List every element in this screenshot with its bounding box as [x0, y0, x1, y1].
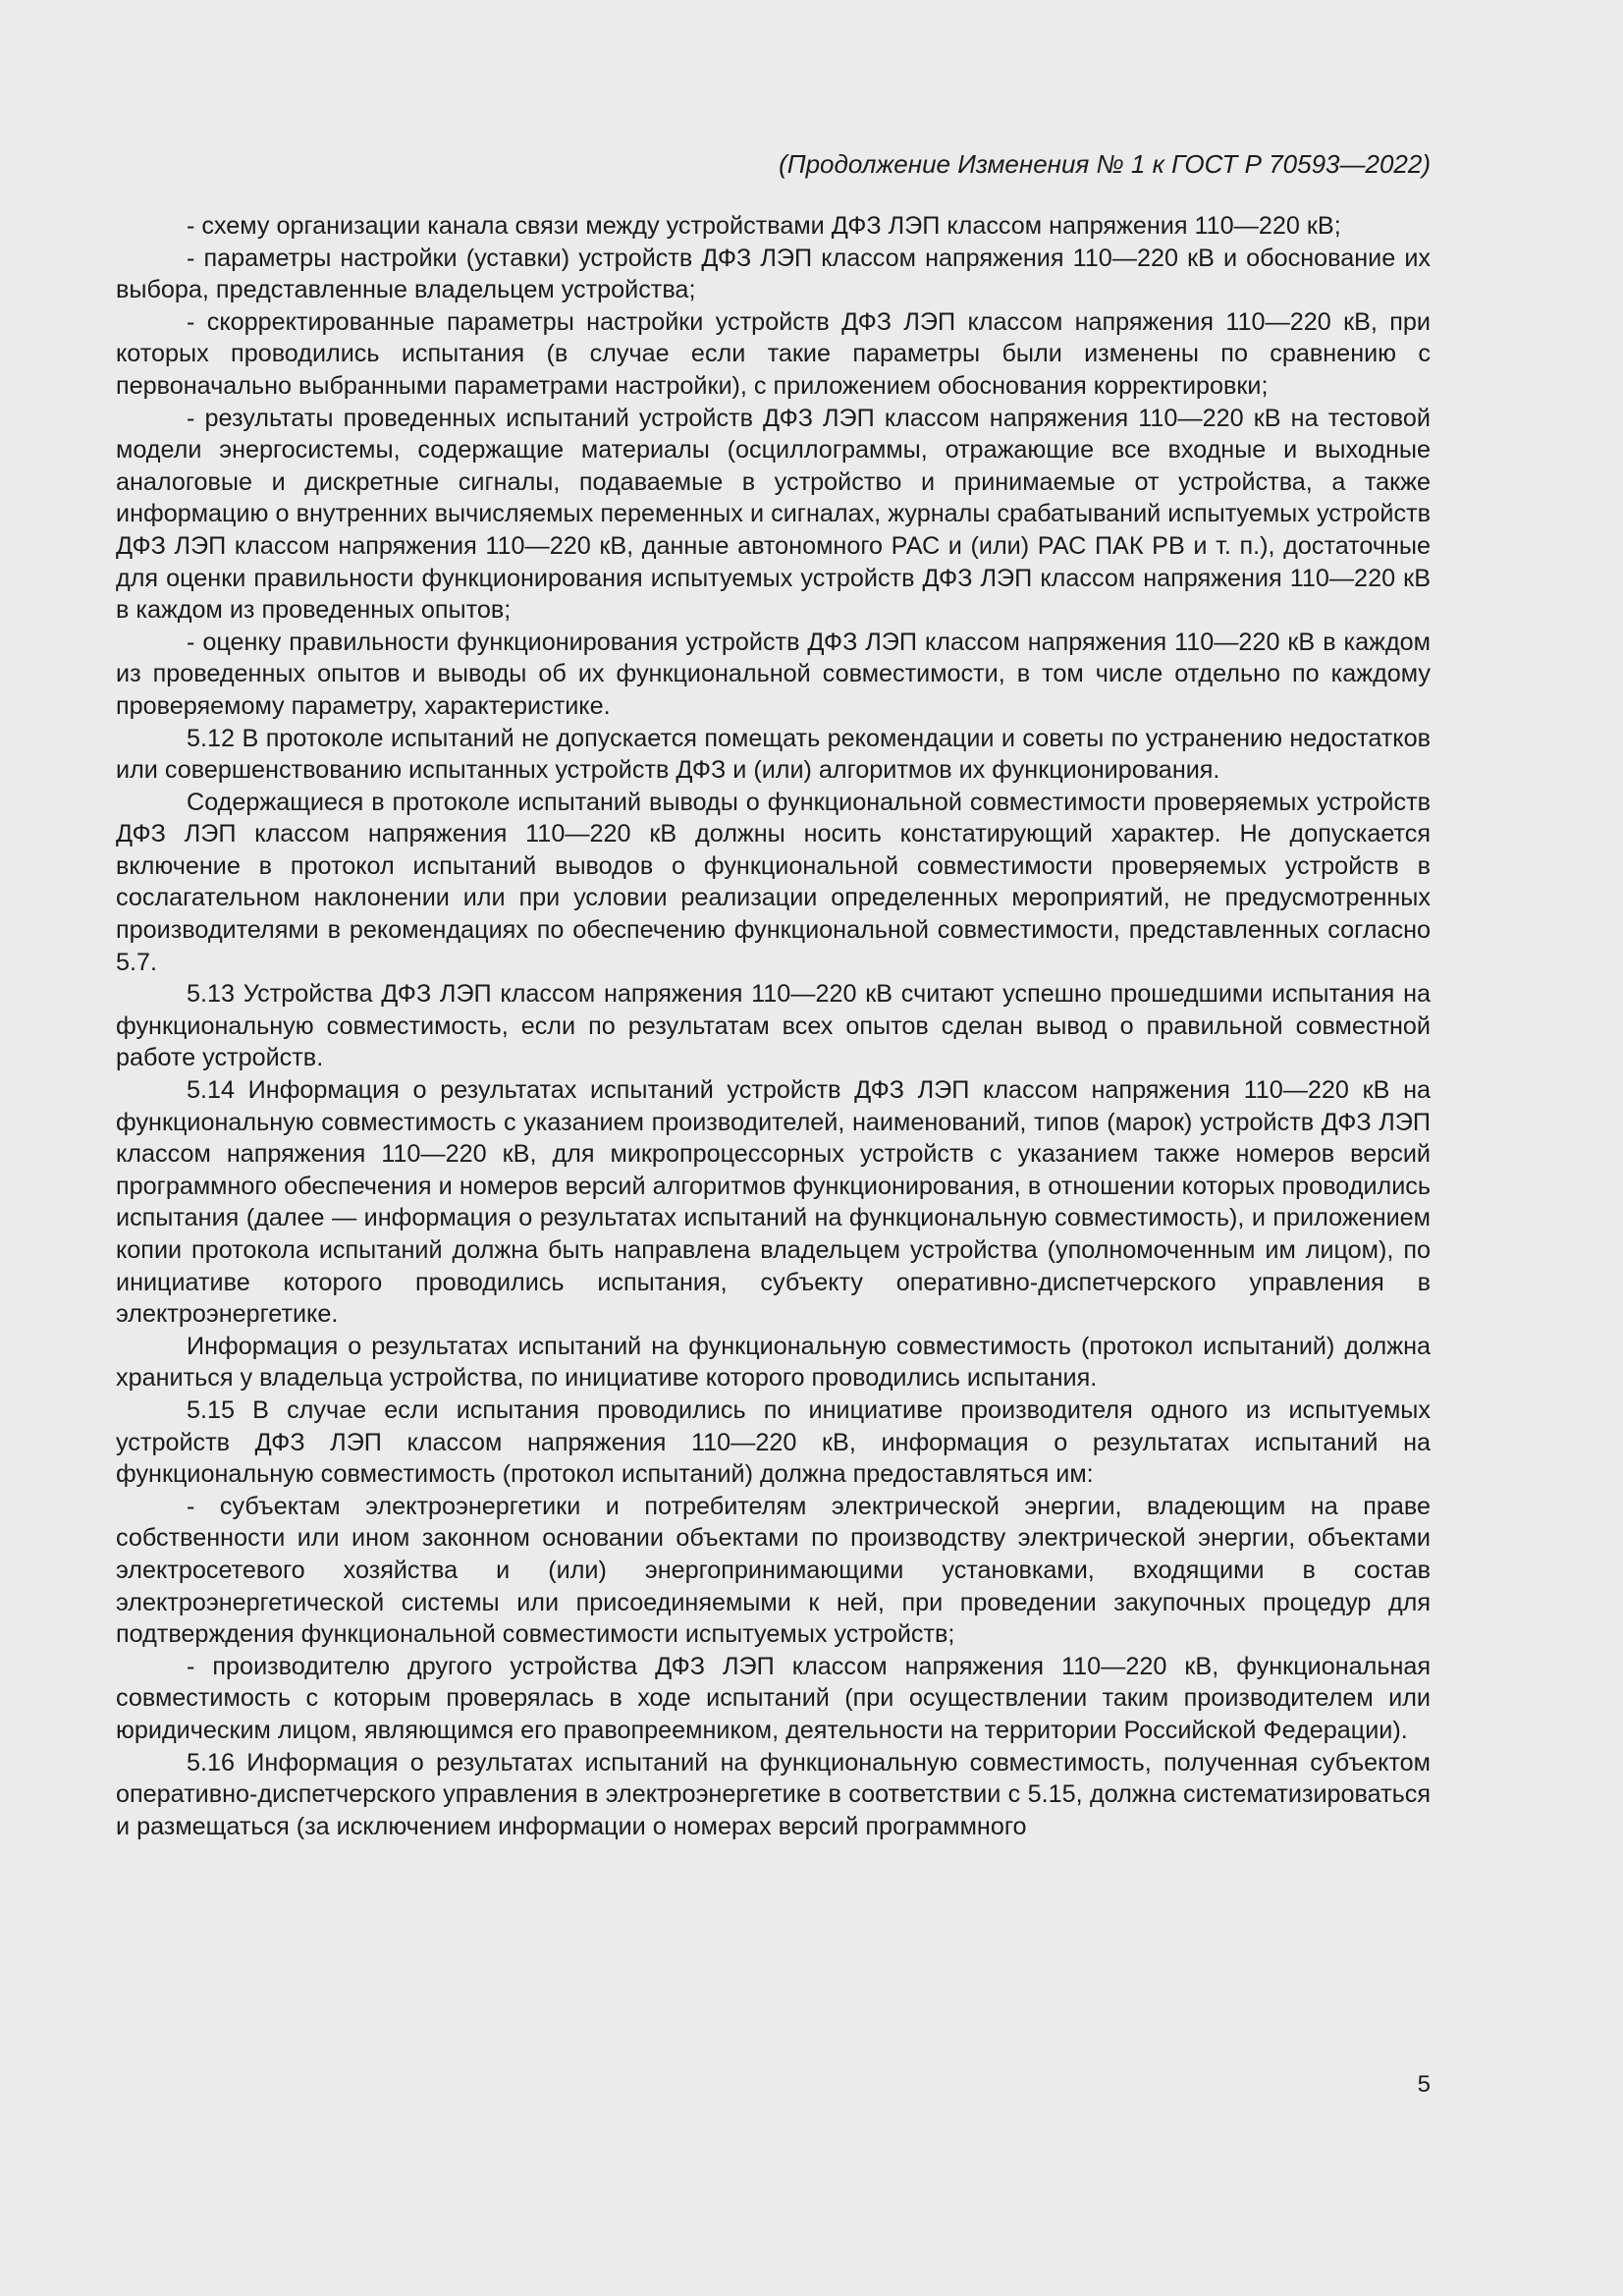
paragraph-list-item-subjects: - субъектам электроэнергетики и потребителям электрической энергии, владеющим на праве собственности или ином законном основании объектами по производству электрической энергии, объектами электросетевого хозяйства и (или) энергопринимающими установками, входящими в состав электроэнергетической системы или присоединяемыми к ней, при проведении закупочных процедур для подтверждения функциональной совместимости испытуемых устройств;: [116, 1492, 1431, 1649]
paragraph-5-14: 5.14 Информация о результатах испытаний устройств ДФЗ ЛЭП классом напряжения 110—220 кВ на функциональную совместимость с указанием производителей, наименований, типов (марок) устройств ДФЗ ЛЭП классом напряжения 110—220 кВ, для микропроцессорных устройств с указанием также номеров версий программного обеспечения и номеров версий алгоритмов функционирования, в отношении которых проводились испытания (далее — информация о результатах испытаний на функциональную совместимость), и приложением копии протокола испытаний должна быть направлена владельцем устройства (уполномоченным им лицом), по инициативе которого проводились испытания, субъекту оперативно-диспетчерского управления в электроэнергетике.: [116, 1076, 1431, 1329]
paragraph-5-13: 5.13 Устройства ДФЗ ЛЭП классом напряжения 110—220 кВ считают успешно прошедшими испытания на функциональную совместимость, если по результатам всех опытов сделан вывод о правильной совместной работе устройств.: [116, 980, 1431, 1072]
paragraph-5-12: 5.12 В протоколе испытаний не допускается помещать рекомендации и советы по устранению недостатков или совершенствованию испытанных устройств ДФЗ и (или) алгоритмов их функционирования.: [116, 724, 1431, 785]
paragraph-list-item-evaluation: - оценку правильности функционирования устройств ДФЗ ЛЭП классом напряжения 110—220 кВ в каждом из проведенных опытов и выводы об их функциональной совместимости, в том числе отдельно по каждому проверяемому параметру, характеристике.: [116, 628, 1431, 720]
page-header: (Продолжение Изменения № 1 к ГОСТ Р 70593—2022): [779, 149, 1431, 179]
body-text: [116, 210, 1431, 1842]
paragraph-list-item-channel-scheme: - схему организации канала связи между устройствами ДФЗ ЛЭП классом напряжения 110—220 кВ;: [187, 212, 1341, 240]
paragraph-5-14-storage: Информация о результатах испытаний на функциональную совместимость (протокол испытаний) должна храниться у владельца устройства, по инициативе которого проводились испытания.: [116, 1332, 1431, 1393]
paragraph-5-15: 5.15 В случае если испытания проводились по инициативе производителя одного из испытуемых устройств ДФЗ ЛЭП классом напряжения 110—220 кВ, информация о результатах испытаний на функциональную совместимость (протокол испытаний) должна предоставляться им:: [116, 1395, 1431, 1489]
page-number: 5: [1417, 2071, 1431, 2098]
paragraph-list-item-settings: - параметры настройки (уставки) устройств ДФЗ ЛЭП классом напряжения 110—220 кВ и обоснование их выбора, представленные владельцем устройства;: [116, 244, 1431, 304]
paragraph-list-item-other-manufacturer: - производителю другого устройства ДФЗ ЛЭП классом напряжения 110—220 кВ, функциональная совместимость с которым проверялась в ходе испытаний (при осуществлении таким производителем или юридическим лицом, являющимся его правопреемником, деятельности на территории Российской Федерации).: [116, 1652, 1431, 1744]
paragraph-5-16: 5.16 Информация о результатах испытаний на функциональную совместимость, полученная субъектом оперативно-диспетчерского управления в электроэнергетике в соответствии с 5.15, должна систематизироваться и размещаться (за исключением информации о номерах версий программного: [116, 1748, 1431, 1840]
paragraph-list-item-test-results: - результаты проведенных испытаний устройств ДФЗ ЛЭП классом напряжения 110—220 кВ на тестовой модели энергосистемы, содержащие материалы (осциллограммы, отражающие все входные и выходные аналоговые и дискретные сигналы, подаваемые в устройство и принимаемые от устройства, а также информацию о внутренних вычисляемых переменных и сигналах, журналы срабатываний испытуемых устройств ДФЗ ЛЭП классом напряжения 110—220 кВ, данные автономного РАС и (или) РАС ПАК РВ и т. п.), достаточные для оценки правильности функционирования испытуемых устройств ДФЗ ЛЭП классом напряжения 110—220 кВ в каждом из проведенных опытов;: [116, 404, 1431, 625]
paragraph-list-item-corrected-settings: - скорректированные параметры настройки устройств ДФЗ ЛЭП классом напряжения 110—220 кВ, при которых проводились испытания (в случае если такие параметры были изменены по сравнению с первоначально выбранными параметрами настройки), с приложением обоснования корректировки;: [116, 307, 1431, 400]
paragraph-5-12-conclusions: Содержащиеся в протоколе испытаний выводы о функциональной совместимости проверяемых устройств ДФЗ ЛЭП классом напряжения 110—220 кВ должны носить констатирующий характер. Не допускается включение в протокол испытаний выводов о функциональной совместимости проверяемых устройств в сослагательном наклонении или при условии реализации определенных мероприятий, не предусмотренных производителями в рекомендациях по обеспечению функциональной совместимости, представленных согласно 5.7.: [116, 788, 1431, 976]
